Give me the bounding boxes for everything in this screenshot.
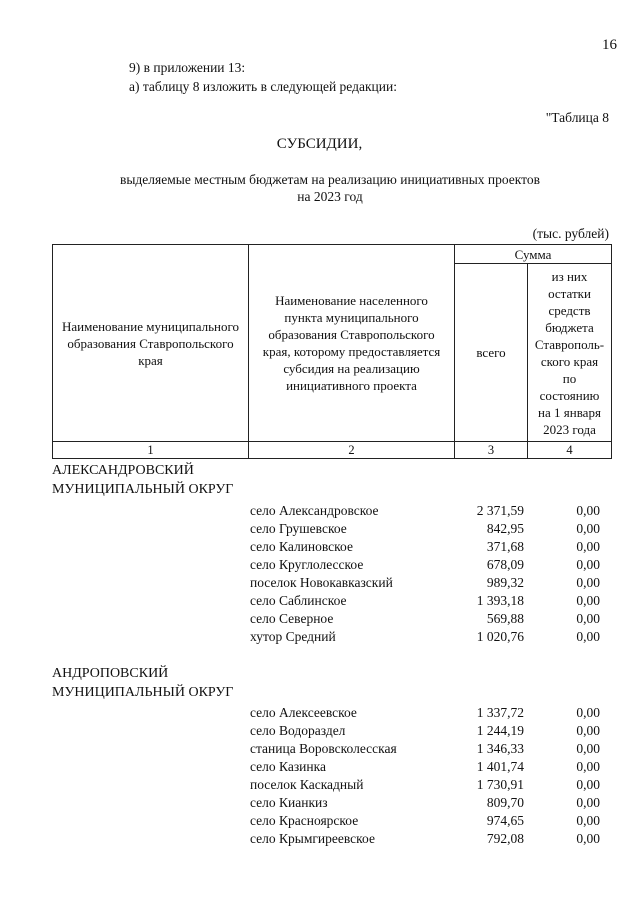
remainder-value: 0,00 [576,777,600,792]
header-col-2: Наименование населенного пункта муниципального образования Ставропольского края, которому предоставляется субсидия на реализацию инициативного проекта [249,245,455,442]
table-row [0,574,639,592]
settlement-name: село Круглолесское [250,557,364,572]
subtitle-line-2: на 2023 год [297,189,363,204]
total-value: 989,32 [486,575,524,590]
region-name-line-2: МУНИЦИПАЛЬНЫЙ ОКРУГ [52,482,234,497]
table-row [0,628,639,646]
total-value: 569,88 [486,611,524,626]
region-name [52,664,233,702]
remainder-value: 0,00 [576,503,600,518]
table-row [0,776,639,794]
total-value: 792,08 [486,831,524,846]
header-num-1: 1 [53,442,249,459]
settlement-name: поселок Новокавказский [250,575,393,590]
table-row [0,502,639,520]
remainder-value: 0,00 [576,539,600,554]
region-name-line-2: МУНИЦИПАЛЬНЫЙ ОКРУГ [52,685,234,700]
table-row [0,610,639,628]
table-row [0,740,639,758]
region-name-line-1: АЛЕКСАНДРОВСКИЙ [52,463,194,478]
total-value: 1 244,19 [476,723,524,738]
page-number: 16 [602,37,617,53]
remainder-value: 0,00 [576,759,600,774]
table-row [0,538,639,556]
total-value: 678,09 [486,557,524,572]
remainder-value: 0,00 [576,575,600,590]
settlement-name: село Северное [250,611,334,626]
region-name-line-1: АНДРОПОВСКИЙ [52,666,169,681]
total-value: 809,70 [486,795,524,810]
total-value: 1 346,33 [476,741,524,756]
remainder-value: 0,00 [576,795,600,810]
intro-line-1: 9) в приложении 13: [129,60,246,75]
total-value: 1 337,72 [476,705,524,720]
remainder-value: 0,00 [576,831,600,846]
settlement-name: станица Воровсколесская [250,741,397,756]
total-value: 1 730,91 [476,777,524,792]
table-row [0,556,639,574]
table-row [0,794,639,812]
remainder-value: 0,00 [576,557,600,572]
total-value: 371,68 [486,539,524,554]
remainder-value: 0,00 [576,723,600,738]
table-row [0,722,639,740]
remainder-value: 0,00 [576,611,600,626]
header-col-4: из них остатки средств бюджета Ставрополь-ского края по состоянию на 1 января 2023 года [528,264,612,442]
table-label: "Таблица 8 [545,110,609,125]
total-value: 974,65 [486,813,524,828]
total-value: 2 371,59 [476,503,524,518]
settlement-name: поселок Каскадный [250,777,364,792]
settlement-name: село Красноярское [250,813,359,828]
intro-line-2: а) таблицу 8 изложить в следующей редакции: [129,79,397,94]
table-row [0,704,639,722]
remainder-value: 0,00 [576,705,600,720]
settlement-name: село Алексеевское [250,705,357,720]
header-num-2: 2 [249,442,455,459]
total-value: 1 393,18 [476,593,524,608]
settlement-name: село Водораздел [250,723,346,738]
remainder-value: 0,00 [576,813,600,828]
header-col-1: Наименование муниципального образования Ставропольского края [53,245,249,442]
settlement-name: село Кианкиз [250,795,328,810]
total-value: 1 401,74 [476,759,524,774]
remainder-value: 0,00 [576,593,600,608]
settlement-name: село Крымгиреевское [250,831,375,846]
header-num-4: 4 [528,442,612,459]
table-row [0,812,639,830]
header-num-3: 3 [455,442,528,459]
settlement-name: село Саблинское [250,593,347,608]
header-col-3: всего [455,264,528,442]
region-name [52,461,233,499]
total-value: 1 020,76 [476,629,524,644]
subtitle-line-1: выделяемые местным бюджетам на реализацию инициативных проектов [119,172,541,187]
total-value: 842,95 [486,521,524,536]
table-row [0,830,639,848]
units-label: (тыс. рублей) [532,226,609,241]
settlement-name: село Калиновское [250,539,353,554]
settlement-name: село Грушевское [250,521,347,536]
settlement-name: село Александровское [250,503,379,518]
document-title: СУБСИДИИ, [276,136,363,152]
settlement-name: хутор Средний [250,629,336,644]
table-row [0,758,639,776]
remainder-value: 0,00 [576,629,600,644]
remainder-value: 0,00 [576,521,600,536]
remainder-value: 0,00 [576,741,600,756]
header-table [52,244,612,459]
table-row [0,592,639,610]
header-sum: Сумма [455,245,612,264]
table-row [0,520,639,538]
settlement-name: село Казинка [250,759,326,774]
